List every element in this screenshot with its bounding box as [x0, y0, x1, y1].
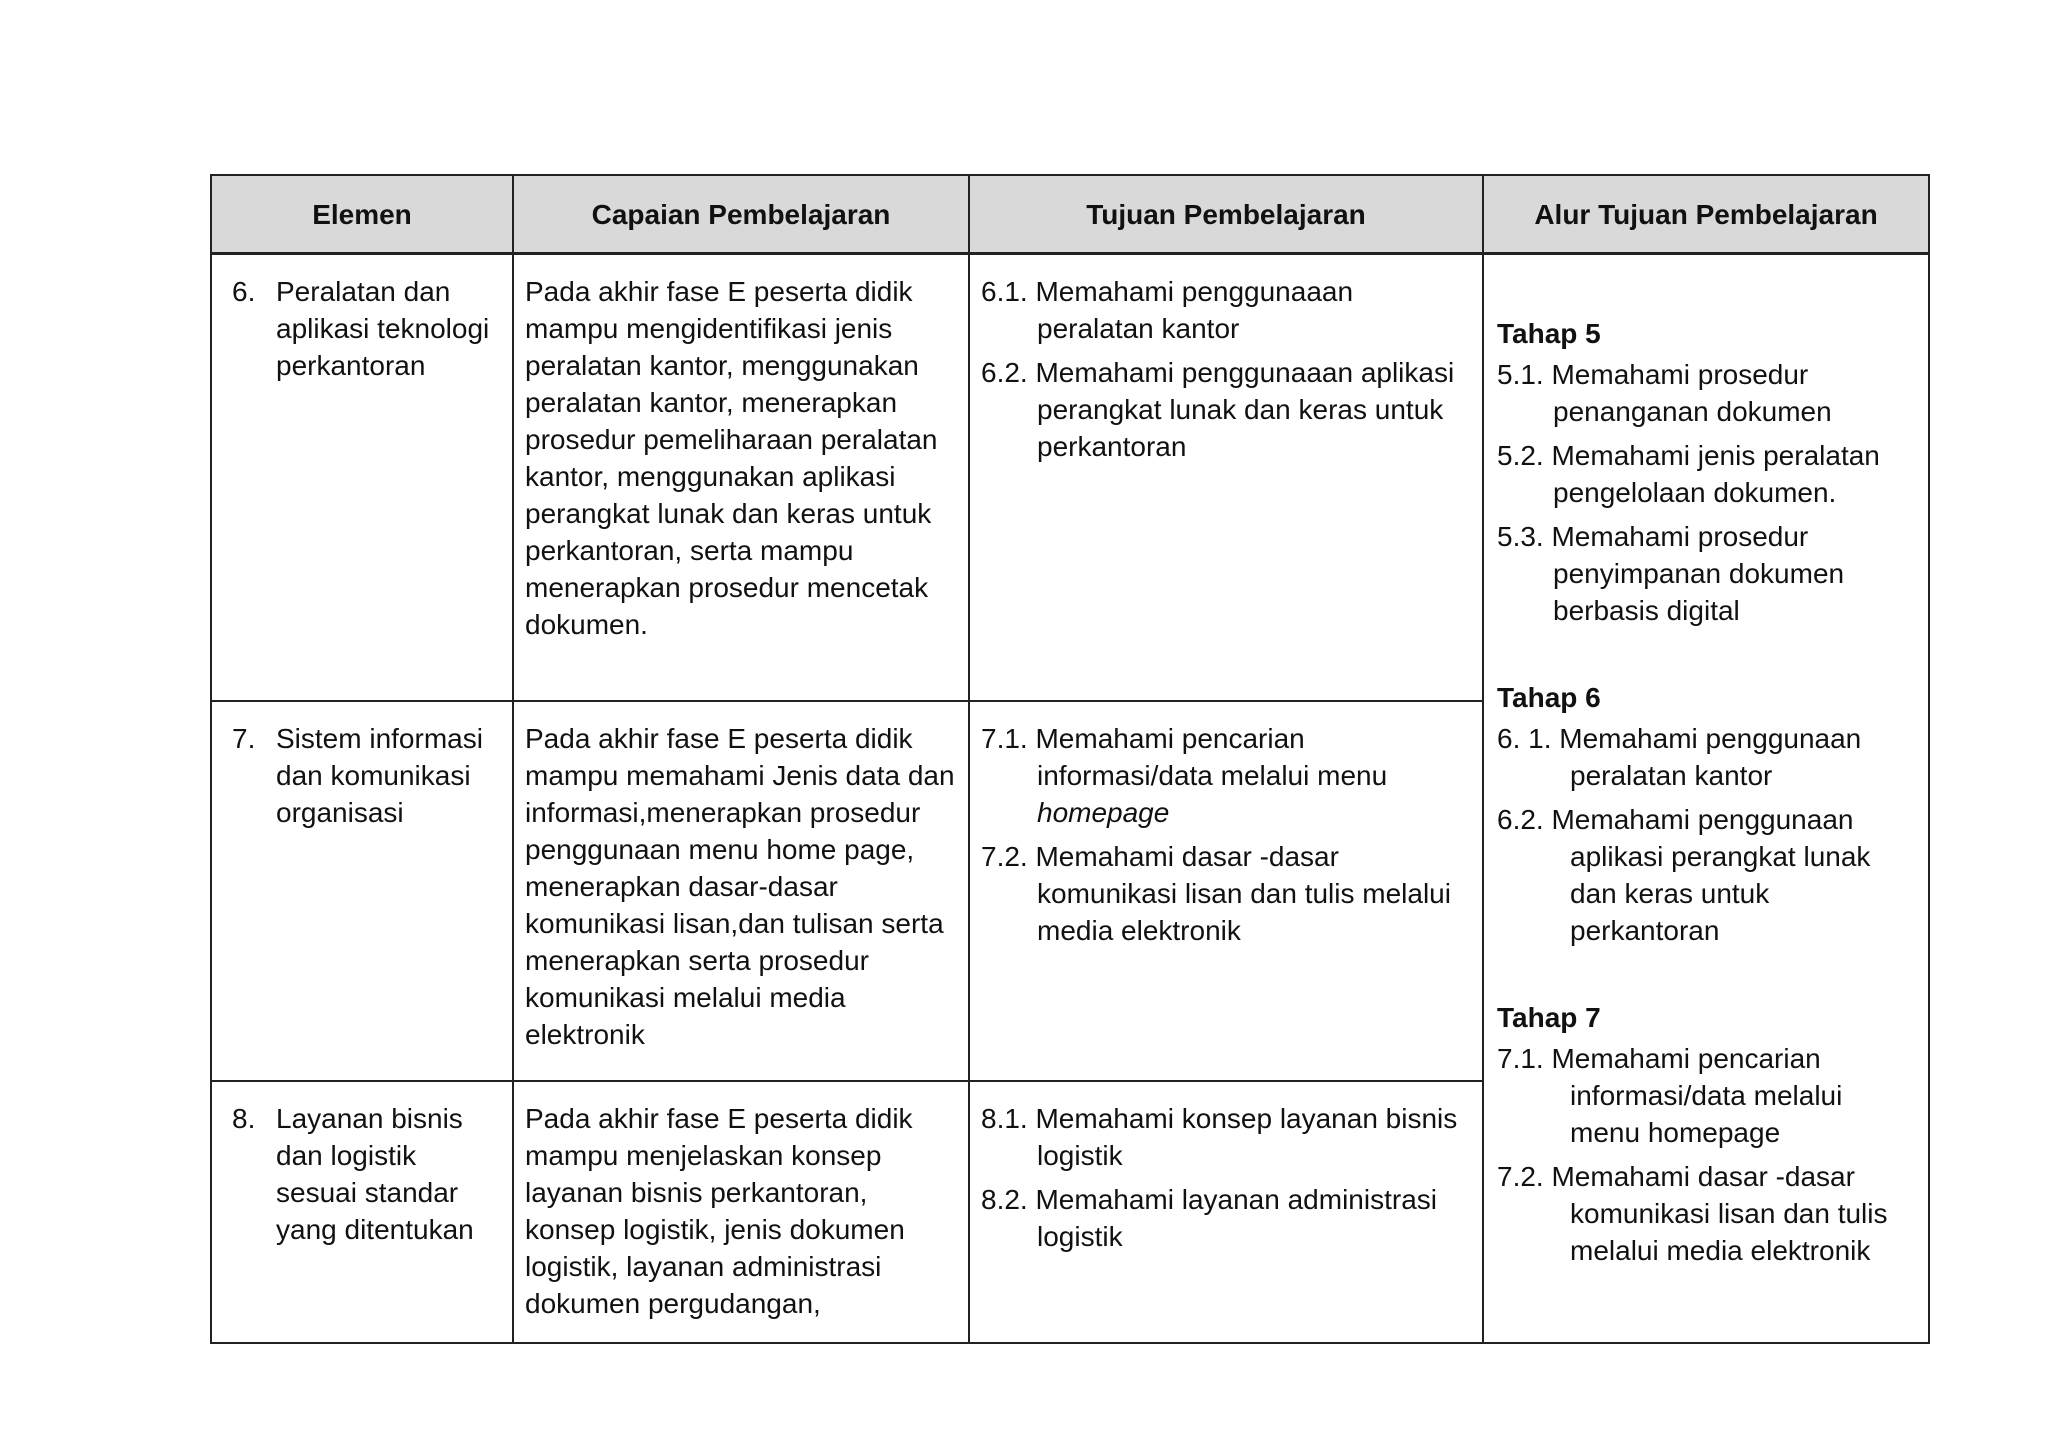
- alur-item-number: 5.2.: [1497, 440, 1544, 471]
- alur-item-number: 7.1.: [1497, 1043, 1544, 1074]
- elemen-number: 6.: [232, 276, 256, 307]
- table-header-row: [211, 175, 1929, 254]
- tahap-title: Tahap 7: [1497, 1002, 1601, 1033]
- tahap-title: Tahap 5: [1497, 318, 1601, 349]
- tujuan-item-number: 7.2.: [981, 841, 1028, 872]
- tujuan-item-number: 8.2.: [981, 1184, 1028, 1215]
- tahap-block: [1497, 679, 1920, 949]
- tujuan-item: [981, 354, 1474, 465]
- alur-item-number: 7.2.: [1497, 1161, 1544, 1192]
- alur-item-number: 5.3.: [1497, 521, 1544, 552]
- elemen-number: 7.: [232, 723, 256, 754]
- alur-cell: [1483, 254, 1929, 1344]
- tujuan-item-text: Memahami penggunaaan aplikasi perangkat lunak dan keras untuk perkantoran: [1035, 357, 1455, 462]
- elemen-cell: [211, 1081, 513, 1343]
- alur-item: [1497, 518, 1920, 629]
- tujuan-item-number: 8.1.: [981, 1103, 1028, 1134]
- alur-item: [1497, 720, 1920, 794]
- alur-item-text: Memahami penggunaan aplikasi perangkat lunak dan keras untuk perkantoran: [1551, 804, 1871, 946]
- alur-item-number: 6. 1.: [1497, 723, 1552, 754]
- alur-item: [1497, 356, 1920, 430]
- alur-item-number: 6.2.: [1497, 804, 1544, 835]
- tujuan-cell: [969, 254, 1483, 702]
- tujuan-item: [981, 273, 1474, 347]
- alur-item-text: Memahami jenis peralatan pengelolaan dokumen.: [1551, 440, 1880, 508]
- alur-item-text: Memahami penggunaan peralatan kantor: [1559, 723, 1862, 791]
- alur-item: [1497, 437, 1920, 511]
- header-tujuan: Tujuan Pembelajaran: [969, 175, 1483, 254]
- header-alur: Alur Tujuan Pembelajaran: [1483, 175, 1929, 254]
- tujuan-item-number: 6.1.: [981, 276, 1028, 307]
- elemen-cell: [211, 701, 513, 1081]
- tujuan-item-number: 6.2.: [981, 357, 1028, 388]
- tahap-block: [1497, 999, 1920, 1269]
- tujuan-cell: [969, 701, 1483, 1081]
- tujuan-item-italic: homepage: [1037, 797, 1170, 828]
- alur-item-text: Memahami prosedur penanganan dokumen: [1551, 359, 1832, 427]
- tujuan-item-number: 7.1.: [981, 723, 1028, 754]
- elemen-number: 8.: [232, 1103, 256, 1134]
- elemen-text: Layanan bisnis dan logistik sesuai standar yang ditentukan: [276, 1103, 474, 1245]
- alur-item-number: 5.1.: [1497, 359, 1544, 390]
- alur-item-text: Memahami prosedur penyimpanan dokumen berbasis digital: [1551, 521, 1845, 626]
- alur-item: [1497, 801, 1920, 949]
- alur-item: [1497, 1158, 1920, 1269]
- capaian-cell: Pada akhir fase E peserta didik mampu menjelaskan konsep layanan bisnis perkantoran, konsep logistik, jenis dokumen logistik, layanan administrasi dokumen pergudangan,: [513, 1081, 969, 1343]
- alur-item: [1497, 1040, 1920, 1151]
- elemen-text: Peralatan dan aplikasi teknologi perkantoran: [276, 276, 490, 381]
- header-elemen: Elemen: [211, 175, 513, 254]
- tahap-title: Tahap 6: [1497, 682, 1601, 713]
- tujuan-item-text: Memahami pencarian informasi/data melalui menu: [1035, 723, 1388, 791]
- tujuan-item: [981, 1181, 1474, 1255]
- tujuan-cell: [969, 1081, 1483, 1343]
- alur-item-text: Memahami pencarian informasi/data melalui menu homepage: [1551, 1043, 1843, 1148]
- header-capaian: Capaian Pembelajaran: [513, 175, 969, 254]
- tujuan-item: [981, 838, 1474, 949]
- table-row: [211, 254, 1929, 702]
- tujuan-item-text: Memahami penggunaaan peralatan kantor: [1035, 276, 1354, 344]
- capaian-cell: Pada akhir fase E peserta didik mampu memahami Jenis data dan informasi,menerapkan prosedur penggunaan menu home page, menerapkan dasar-dasar komunikasi lisan,dan tulisan serta menerapkan serta prosedur komunikasi melalui media elektronik: [513, 701, 969, 1081]
- learning-outcomes-table: [210, 174, 1930, 1344]
- capaian-cell: Pada akhir fase E peserta didik mampu mengidentifikasi jenis peralatan kantor, menggunakan peralatan kantor, menerapkan prosedur pemeliharaan peralatan kantor, menggunakan aplikasi perangkat lunak dan keras untuk perkantoran, serta mampu menerapkan prosedur mencetak dokumen.: [513, 254, 969, 702]
- tujuan-item: [981, 1100, 1474, 1174]
- elemen-cell: [211, 254, 513, 702]
- alur-item-text: Memahami dasar -dasar komunikasi lisan dan tulis melalui media elektronik: [1551, 1161, 1888, 1266]
- tujuan-item-text: Memahami layanan administrasi logistik: [1035, 1184, 1437, 1252]
- tahap-block: [1497, 315, 1920, 629]
- tujuan-item-text: Memahami konsep layanan bisnis logistik: [1035, 1103, 1458, 1171]
- elemen-text: Sistem informasi dan komunikasi organisasi: [276, 723, 483, 828]
- tujuan-item-text: Memahami dasar -dasar komunikasi lisan dan tulis melalui media elektronik: [1035, 841, 1451, 946]
- tujuan-item: [981, 720, 1474, 831]
